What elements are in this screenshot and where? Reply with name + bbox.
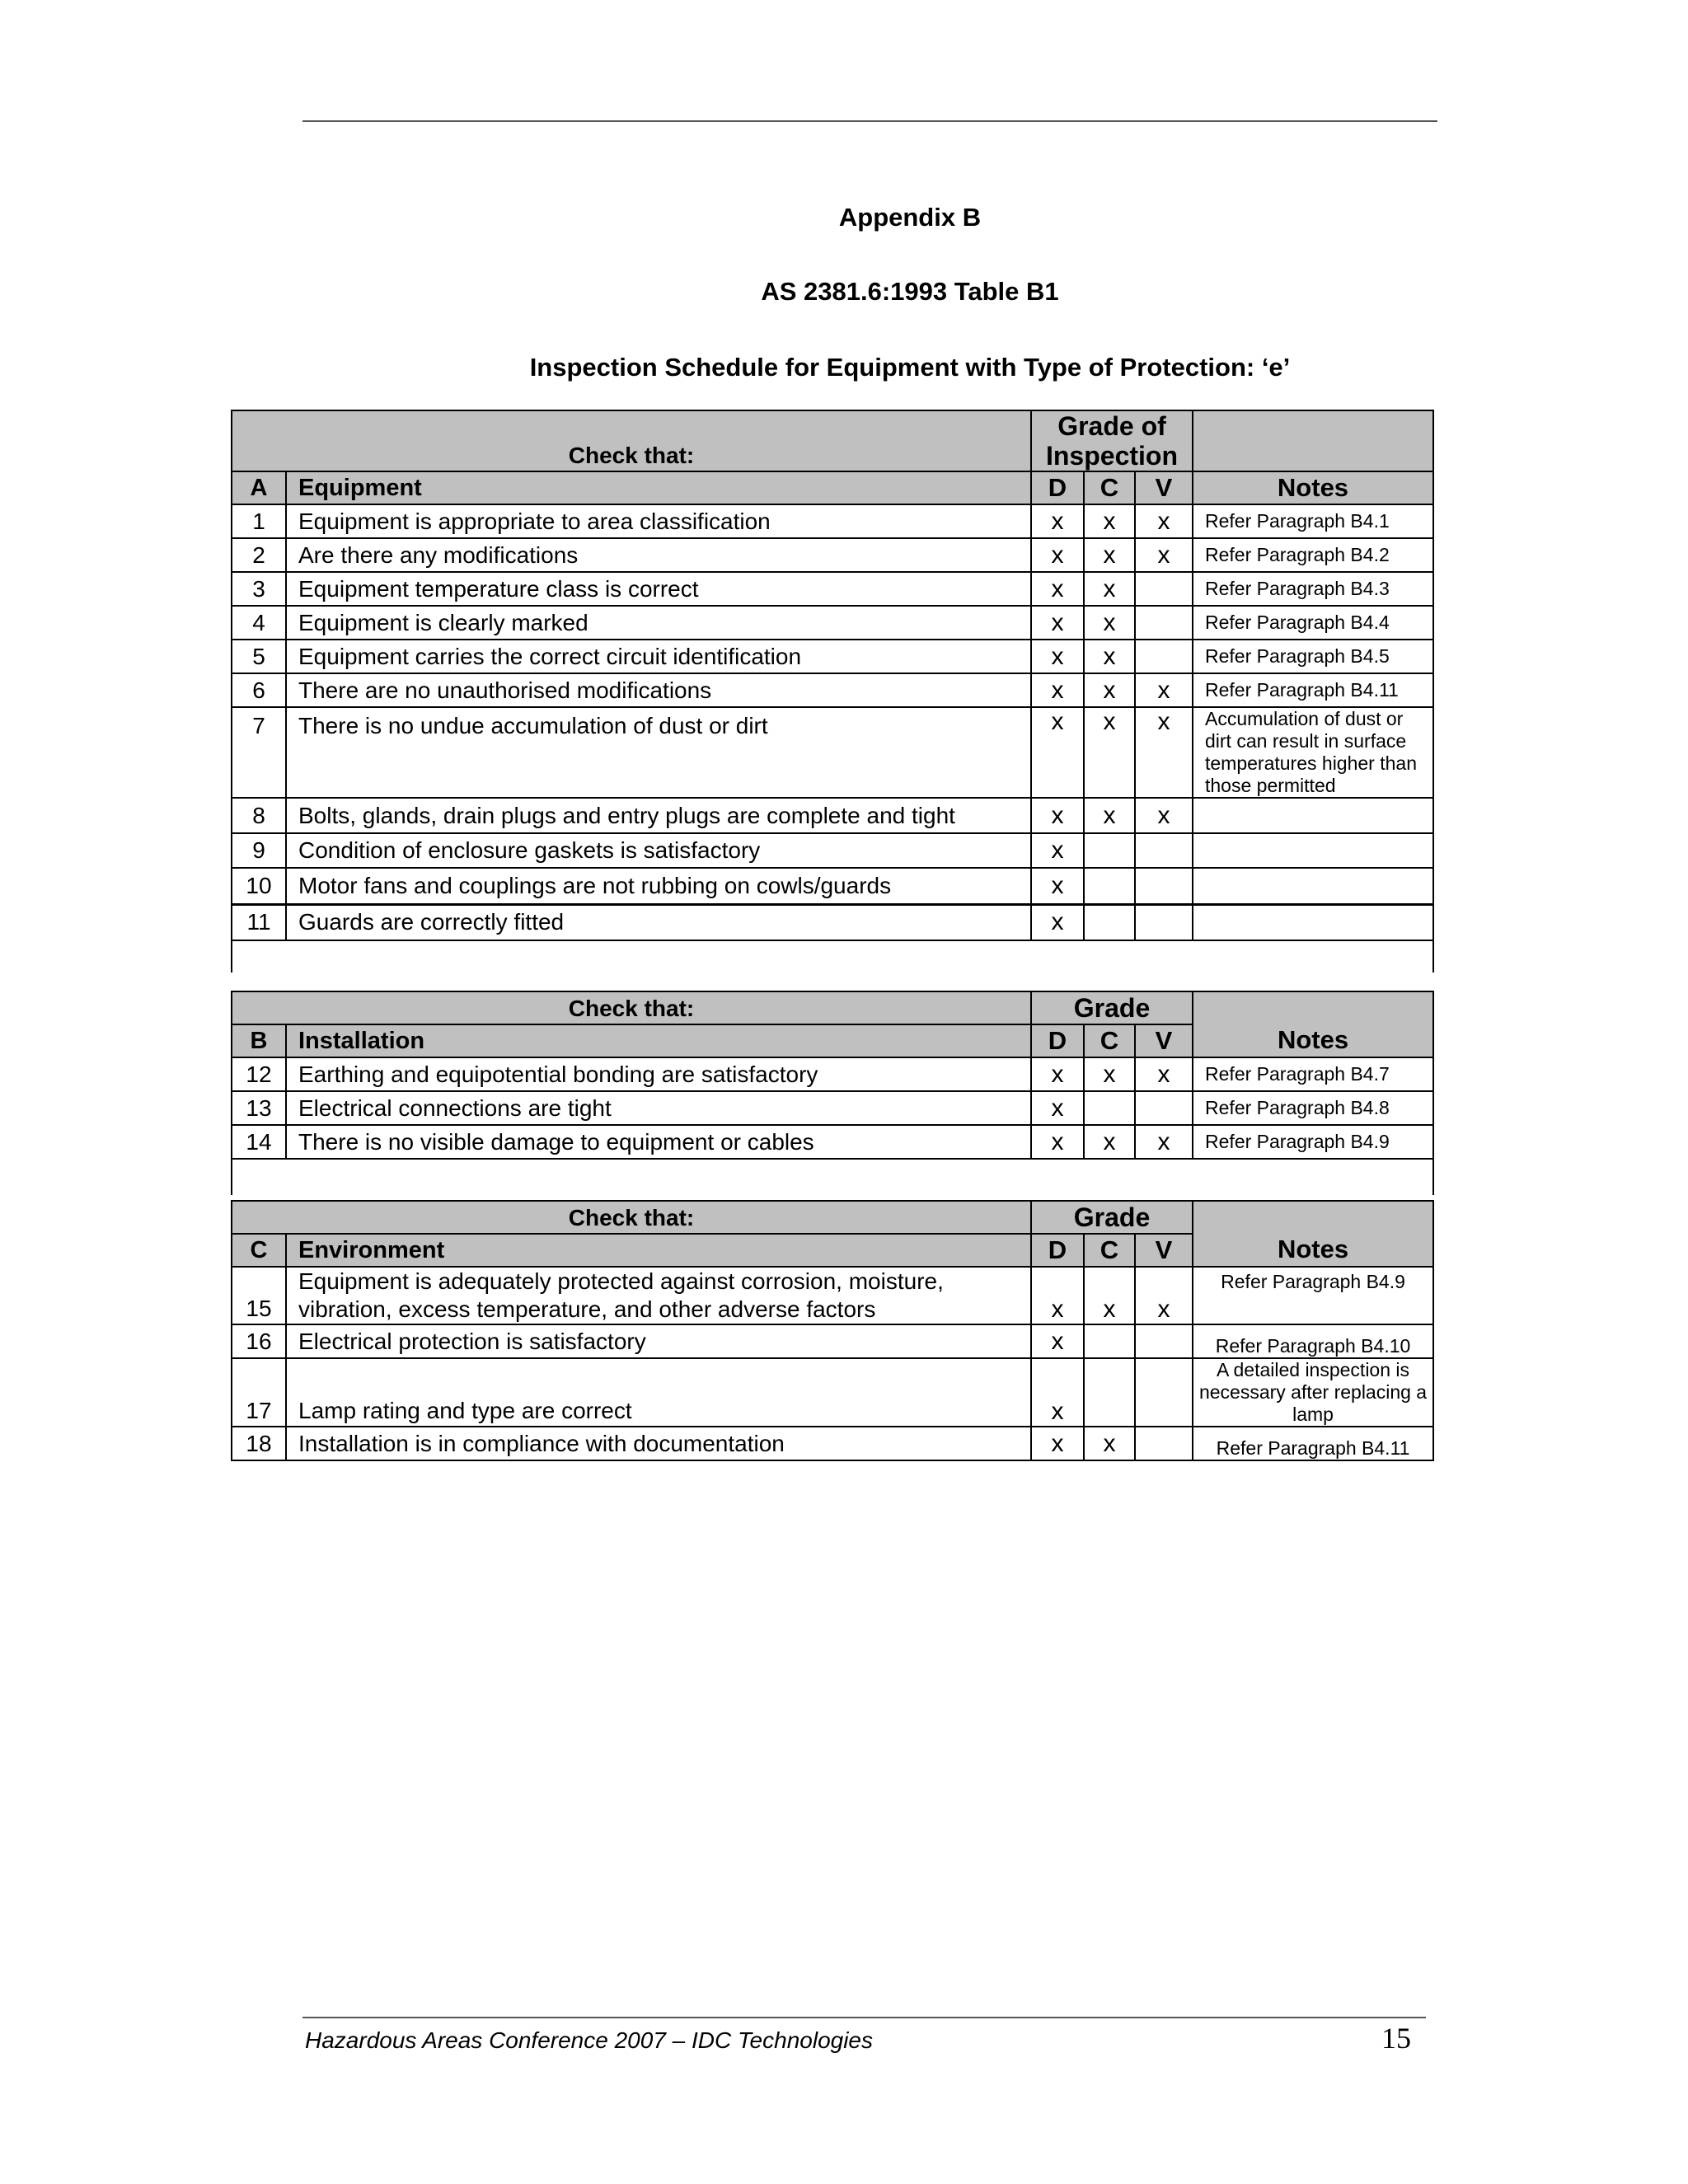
footer-text: Hazardous Areas Conference 2007 – IDC Technologies: [305, 2027, 874, 2053]
row-item: There is no visible damage to equipment or cables: [286, 1125, 1031, 1159]
check-that-header: Check that:: [232, 410, 1031, 471]
appendix-title: Appendix B: [838, 203, 982, 232]
grade-v-mark: [1135, 1427, 1193, 1460]
grade-d-mark: x: [1031, 673, 1084, 707]
table-row: [232, 1057, 1433, 1091]
row-item: There are no unauthorised modifications: [286, 673, 1031, 707]
row-item: There is no undue accumulation of dust or dirt: [286, 707, 1031, 798]
row-item: Are there any modifications: [286, 538, 1031, 572]
grade-v-header: V: [1135, 1234, 1193, 1267]
grade-v-mark: [1135, 1324, 1193, 1358]
grade-c-mark: [1084, 904, 1135, 940]
row-number: 2: [232, 538, 286, 572]
grade-d-mark: x: [1031, 1324, 1084, 1358]
grade-d-mark: x: [1031, 798, 1084, 833]
row-item: Equipment is appropriate to area classification: [286, 504, 1031, 538]
grade-c-mark: [1084, 1358, 1135, 1427]
table-row: [232, 640, 1433, 673]
grade-v-mark: [1135, 868, 1193, 904]
grade-v-mark: [1135, 606, 1193, 640]
row-number: 15: [232, 1267, 286, 1324]
row-note: [1193, 833, 1433, 868]
grade-c-mark: x: [1084, 707, 1135, 798]
row-number: 10: [232, 868, 286, 904]
section-spacer: [232, 1159, 1433, 1195]
grade-d-mark: x: [1031, 833, 1084, 868]
section-c-table: [231, 1200, 1434, 1461]
row-item: Equipment carries the correct circuit identification: [286, 640, 1031, 673]
grade-c-mark: x: [1084, 1427, 1135, 1460]
grade-header: Grade: [1031, 1201, 1193, 1234]
row-note: [1193, 904, 1433, 940]
row-number: 4: [232, 606, 286, 640]
grade-d-mark: x: [1031, 1091, 1084, 1125]
row-note: Refer Paragraph B4.10: [1193, 1324, 1433, 1358]
row-number: 8: [232, 798, 286, 833]
row-number: 13: [232, 1091, 286, 1125]
grade-v-mark: x: [1135, 1057, 1193, 1091]
row-item: Earthing and equipotential bonding are satisfactory: [286, 1057, 1031, 1091]
row-number: 11: [232, 904, 286, 940]
row-note: Refer Paragraph B4.11: [1193, 673, 1433, 707]
grade-d-header: D: [1031, 1024, 1084, 1057]
grade-c-mark: x: [1084, 673, 1135, 707]
table-caption: Inspection Schedule for Equipment with Type of Protection: ‘e’: [529, 353, 1291, 382]
section-c-block: [231, 1200, 1432, 1461]
grade-v-mark: x: [1135, 504, 1193, 538]
table-row: [232, 707, 1433, 798]
grade-v-header: V: [1135, 1024, 1193, 1057]
header-rule: [302, 120, 1437, 122]
row-note: Refer Paragraph B4.3: [1193, 572, 1433, 606]
row-number: 9: [232, 833, 286, 868]
grade-d-mark: x: [1031, 904, 1084, 940]
grade-c-mark: x: [1084, 1057, 1135, 1091]
grade-d-mark: x: [1031, 504, 1084, 538]
table-row: [232, 504, 1433, 538]
table-row: [232, 1267, 1433, 1324]
section-b-rows: [232, 1057, 1433, 1195]
row-note: Refer Paragraph B4.11: [1193, 1427, 1433, 1460]
grade-d-mark: x: [1031, 640, 1084, 673]
row-number: 3: [232, 572, 286, 606]
table-row: [232, 673, 1433, 707]
row-note: Refer Paragraph B4.9: [1193, 1267, 1433, 1324]
grade-c-mark: x: [1084, 1125, 1135, 1159]
table-row: [232, 798, 1433, 833]
row-item: Guards are correctly fitted: [286, 904, 1031, 940]
grade-v-mark: [1135, 572, 1193, 606]
grade-c-mark: x: [1084, 572, 1135, 606]
grade-v-header: V: [1135, 471, 1193, 504]
section-a-rows: [232, 504, 1433, 972]
grade-c-header: C: [1084, 471, 1135, 504]
section-letter: A: [232, 471, 286, 504]
row-item: Equipment is clearly marked: [286, 606, 1031, 640]
check-that-header: Check that:: [232, 1201, 1031, 1234]
grade-c-mark: x: [1084, 640, 1135, 673]
grade-c-mark: x: [1084, 504, 1135, 538]
grade-d-mark: x: [1031, 1057, 1084, 1091]
table-row: [232, 833, 1433, 868]
row-item: Installation is in compliance with documentation: [286, 1427, 1031, 1460]
grade-c-mark: [1084, 1324, 1135, 1358]
grade-c-header: C: [1084, 1234, 1135, 1267]
row-note: Refer Paragraph B4.7: [1193, 1057, 1433, 1091]
grade-c-mark: [1084, 833, 1135, 868]
row-note: Refer Paragraph B4.8: [1193, 1091, 1433, 1125]
grade-header: Grade of Inspection: [1031, 410, 1193, 471]
standard-subtitle: AS 2381.6:1993 Table B1: [761, 277, 1059, 306]
notes-header: Notes: [1193, 1201, 1433, 1267]
grade-c-header: C: [1084, 1024, 1135, 1057]
grade-v-mark: [1135, 904, 1193, 940]
grade-header: Grade: [1031, 991, 1193, 1024]
grade-d-mark: x: [1031, 572, 1084, 606]
grade-d-mark: x: [1031, 707, 1084, 798]
grade-d-mark: x: [1031, 1125, 1084, 1159]
section-name: Installation: [286, 1024, 1031, 1057]
row-number: 7: [232, 707, 286, 798]
grade-d-header: D: [1031, 471, 1084, 504]
section-letter: C: [232, 1234, 286, 1267]
section-name: Environment: [286, 1234, 1031, 1267]
page-number: 15: [1381, 2022, 1411, 2055]
row-number: 17: [232, 1358, 286, 1427]
grade-d-mark: x: [1031, 538, 1084, 572]
grade-d-mark: x: [1031, 1267, 1084, 1324]
row-number: 14: [232, 1125, 286, 1159]
grade-d-mark: x: [1031, 606, 1084, 640]
row-item: Condition of enclosure gaskets is satisfactory: [286, 833, 1031, 868]
table-row: [232, 1427, 1433, 1460]
grade-v-mark: x: [1135, 798, 1193, 833]
grade-v-mark: x: [1135, 707, 1193, 798]
grade-d-header: D: [1031, 1234, 1084, 1267]
row-item: Electrical protection is satisfactory: [286, 1324, 1031, 1358]
table-row: [232, 1324, 1433, 1358]
section-letter: B: [232, 1024, 286, 1057]
row-number: 18: [232, 1427, 286, 1460]
row-note: Refer Paragraph B4.1: [1193, 504, 1433, 538]
row-item: Bolts, glands, drain plugs and entry plugs are complete and tight: [286, 798, 1031, 833]
row-note: Refer Paragraph B4.2: [1193, 538, 1433, 572]
section-a-block: [231, 410, 1432, 972]
grade-c-mark: [1084, 868, 1135, 904]
section-b-block: [231, 991, 1432, 1195]
table-row: [232, 538, 1433, 572]
row-note: [1193, 798, 1433, 833]
grade-v-mark: x: [1135, 1125, 1193, 1159]
table-row: [232, 1358, 1433, 1427]
section-spacer: [232, 940, 1433, 972]
section-name: Equipment: [286, 471, 1031, 504]
row-item: Electrical connections are tight: [286, 1091, 1031, 1125]
row-note: Refer Paragraph B4.9: [1193, 1125, 1433, 1159]
table-row: [232, 1091, 1433, 1125]
grade-d-mark: x: [1031, 868, 1084, 904]
grade-v-mark: [1135, 640, 1193, 673]
grade-v-mark: [1135, 1358, 1193, 1427]
row-item: Motor fans and couplings are not rubbing on cowls/guards: [286, 868, 1031, 904]
row-number: 12: [232, 1057, 286, 1091]
row-item: Equipment temperature class is correct: [286, 572, 1031, 606]
notes-header: Notes: [1193, 471, 1433, 504]
row-note: [1193, 868, 1433, 904]
table-row: [232, 572, 1433, 606]
grade-v-mark: x: [1135, 538, 1193, 572]
row-item: Lamp rating and type are correct: [286, 1358, 1031, 1427]
row-number: 6: [232, 673, 286, 707]
grade-d-mark: x: [1031, 1358, 1084, 1427]
section-a-table: [231, 410, 1434, 972]
row-note: Accumulation of dust or dirt can result in surface temperatures higher than those permitted: [1193, 707, 1433, 798]
table-row: [232, 904, 1433, 940]
table-row: [232, 1125, 1433, 1159]
check-that-header: Check that:: [232, 991, 1031, 1024]
row-number: 1: [232, 504, 286, 538]
grade-v-mark: [1135, 1091, 1193, 1125]
notes-header: Notes: [1193, 991, 1433, 1057]
grade-c-mark: x: [1084, 606, 1135, 640]
table-row: [232, 868, 1433, 904]
row-note: Refer Paragraph B4.4: [1193, 606, 1433, 640]
row-item: Equipment is adequately protected against corrosion, moisture, vibration, excess temperature, and other adverse factors: [286, 1267, 1031, 1324]
section-b-table: [231, 991, 1434, 1195]
grade-c-mark: x: [1084, 538, 1135, 572]
row-number: 16: [232, 1324, 286, 1358]
row-number: 5: [232, 640, 286, 673]
grade-d-mark: x: [1031, 1427, 1084, 1460]
grade-c-mark: x: [1084, 798, 1135, 833]
row-note: Refer Paragraph B4.5: [1193, 640, 1433, 673]
grade-c-mark: x: [1084, 1267, 1135, 1324]
row-note: A detailed inspection is necessary after replacing a lamp: [1193, 1358, 1433, 1427]
grade-v-mark: x: [1135, 673, 1193, 707]
grade-c-mark: [1084, 1091, 1135, 1125]
footer-rule: [302, 2017, 1426, 2018]
table-row: [232, 606, 1433, 640]
grade-v-mark: [1135, 833, 1193, 868]
section-c-rows: [232, 1267, 1433, 1460]
grade-v-mark: x: [1135, 1267, 1193, 1324]
notes-blank-header: [1193, 410, 1433, 471]
